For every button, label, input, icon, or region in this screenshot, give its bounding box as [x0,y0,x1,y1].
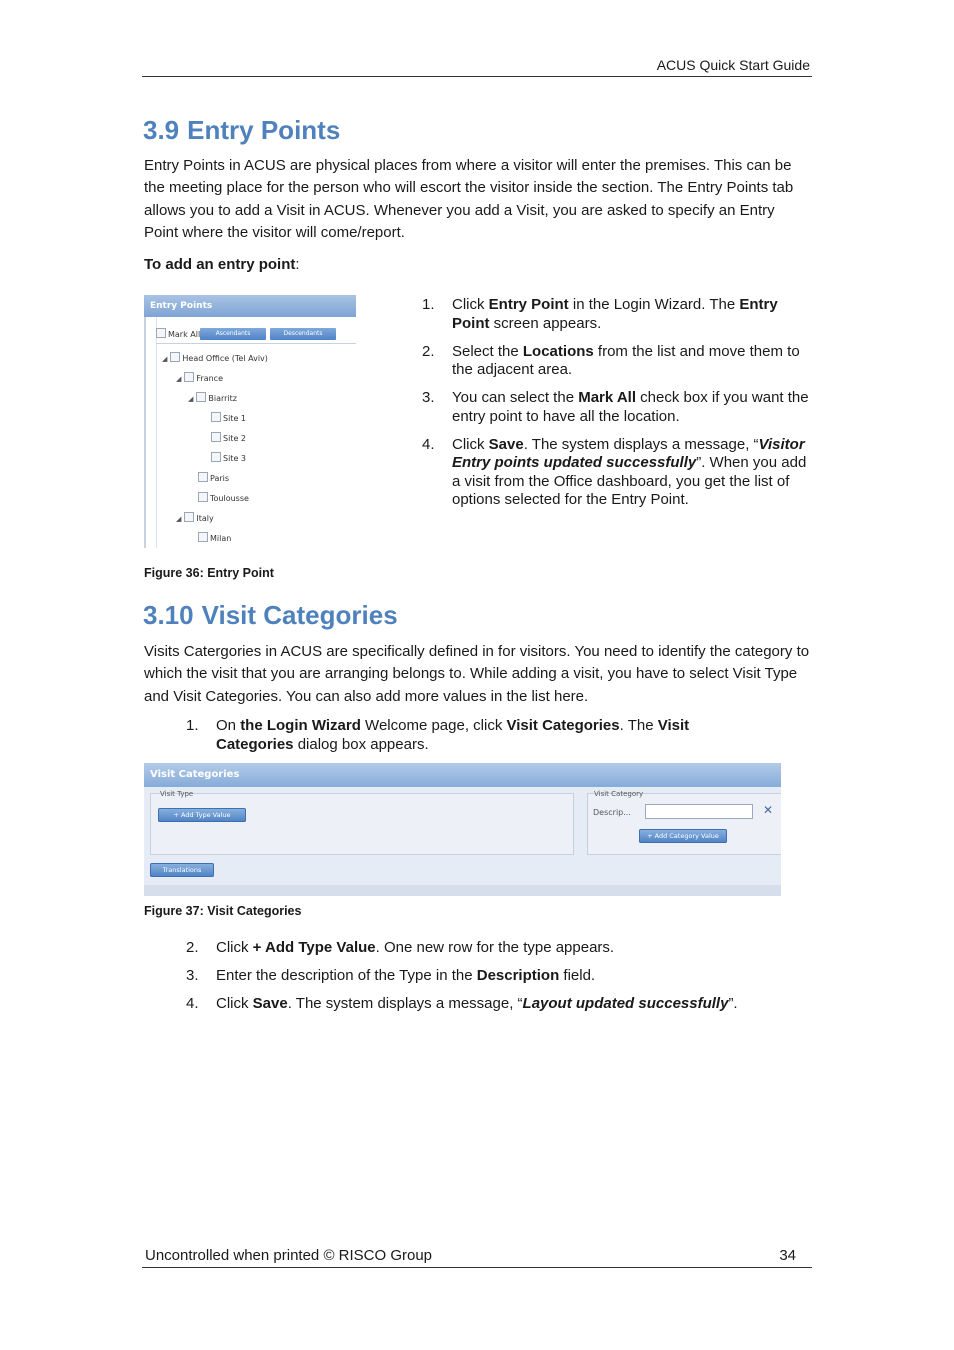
checkbox-icon [211,452,221,462]
tree-node-label: Site 2 [223,434,246,443]
step-text: . The system displays a message, “ [287,995,523,1012]
step-text: Welcome page, click [360,717,507,734]
footer-copyright: Uncontrolled when printed © RISCO Group [145,1247,433,1264]
visit-categories-step1 [186,717,746,764]
step-text: ”. When you add a visit from the Office dashboard, you get the list of options selected for the Entry Point. [452,454,807,508]
checkbox-icon [184,512,194,522]
step-text: from the list and move them to the adjacent area. [452,342,800,378]
step-text: Click [452,435,489,453]
step-number: 1. [186,717,199,734]
mark-all-label: Mark All [168,330,201,339]
tree-node[interactable] [198,492,249,503]
add-category-value-button[interactable]: + Add Category Value [639,829,727,843]
step-bold: + Add Type Value [252,939,376,956]
howto-label [144,254,812,276]
close-icon[interactable]: ✕ [763,803,774,817]
step-bold: Visit Categories [216,717,690,753]
visit-type-label: Visit Type [160,790,194,798]
step-bold: Save [488,435,524,453]
tree-node[interactable] [188,392,237,403]
visit-type-panel [150,793,574,855]
step-bold-italic: Visitor Entry points updated successfully [452,435,805,471]
dialog-bottom-bar [144,885,781,896]
description-label: Descrip... [593,808,631,817]
checkbox-icon [156,328,166,338]
step-number: 3. [422,389,435,406]
entry-points-intro: Entry Points in ACUS are physical places from where a visitor will enter the premises. This can be the meeting place for the person who will escort the visitor inside the section. The Entry Points tab allows you to add a Visit in ACUS. Whenever you add a Visit, you are asked to specify an Entry Point where the visitor will come/report. [144,157,794,242]
step-number: 2. [422,342,435,360]
section-title: Visit Categories [201,600,398,630]
visit-category-label: Visit Category [594,790,644,798]
checkbox-icon [196,392,206,402]
checkbox-icon [170,352,180,362]
step-bold: Entry Point [488,296,569,313]
step-number: 1. [422,296,435,313]
panel-left-border [144,317,146,548]
step-bold: Locations [522,342,594,360]
section-heading-visit-categories [143,600,398,631]
step-bold: the Login Wizard [240,717,361,734]
step-text: On [216,717,241,734]
tree-node-label: Site 1 [223,414,246,423]
tree-node[interactable] [211,432,246,443]
entry-points-panel-title: Entry Points [144,295,356,317]
collapse-arrow-icon: ◢ [176,515,182,523]
step-bold: Entry Point [452,296,778,332]
step-number: 4. [422,435,435,453]
step-text: screen appears. [489,314,602,332]
howto-colon: : [295,256,300,273]
step-item [422,436,812,510]
step-item [422,296,812,333]
tree-node-label: Biarritz [208,394,237,403]
section-heading-entry-points [143,115,340,146]
visit-categories-screenshot [144,763,781,896]
checkbox-icon [184,372,194,382]
mark-all-checkbox[interactable] [156,328,200,339]
step-text: You can select the [452,389,579,406]
step-text: Click [216,939,253,956]
tree-node-label: Head Office (Tel Aviv) [182,354,268,363]
entry-points-steps [422,296,812,519]
section-title: Entry Points [187,115,341,145]
entry-points-screenshot [144,295,356,548]
section-number: 3.9 [143,115,180,145]
checkbox-icon [211,432,221,442]
ascendants-button[interactable]: Ascendants [200,328,266,340]
visit-categories-intro: Visits Catergories in ACUS are specifically defined in for visitors. You need to identify the category to which the visit that you are arranging belongs to. While adding a visit, you have to select Visit Type and Visit Categories. You can also add more values in the list here. [144,643,810,705]
step-text: . One new row for the type appears. [375,939,615,956]
howto-label-text: To add an entry point [144,256,296,273]
descendants-button[interactable]: Descendants [270,328,336,340]
checkbox-icon [211,412,221,422]
step-text: field. [559,967,596,984]
description-input[interactable] [645,804,753,819]
step-item [186,995,806,1014]
tree-node[interactable] [211,412,246,423]
tree-node-label: Site 3 [223,454,246,463]
collapse-arrow-icon: ◢ [162,355,168,363]
visit-categories-panel-title: Visit Categories [144,763,781,787]
tree-node-label: France [196,374,223,383]
step-bold: Mark All [578,389,637,406]
checkbox-icon [198,492,208,502]
step-number: 3. [186,967,199,984]
tree-node-label: Toulousse [210,494,249,503]
step-number: 4. [186,995,199,1012]
collapse-arrow-icon: ◢ [188,395,194,403]
checkbox-icon [198,472,208,482]
step-item [186,939,806,958]
step-number: 2. [186,939,199,956]
tree-node-label: Italy [196,514,214,523]
step-text: . The system displays a message, “ [523,435,759,453]
add-type-value-button[interactable]: + Add Type Value [158,808,246,822]
step-item [186,717,746,754]
tree-node[interactable] [198,472,229,483]
tree-node[interactable] [211,452,246,463]
page-number: 34 [779,1247,796,1264]
tree-node-label: Milan [210,534,232,543]
step-bold-italic: Layout updated successfully [522,995,729,1012]
step-item [422,389,812,426]
step-text: Select the [452,342,523,360]
step-text: Click [452,296,489,313]
figure-36-caption: Figure 36: Entry Point [144,566,274,580]
running-header: ACUS Quick Start Guide [656,57,810,73]
step-text: dialog box appears. [293,735,429,753]
step-item [186,967,806,986]
tree-node-label: Paris [210,474,230,483]
checkbox-icon [198,532,208,542]
step-text: Click [216,995,253,1012]
step-text: in the Login Wizard. The [568,296,740,313]
translations-button[interactable]: Translations [150,863,214,877]
visit-categories-steps [186,939,806,1023]
section-number: 3.10 [143,600,194,630]
visit-category-panel [587,793,781,855]
step-text: . The [619,717,658,734]
tree-node[interactable] [176,372,223,383]
step-bold: Save [252,995,288,1012]
panel-divider [156,317,157,548]
tree-node[interactable] [176,512,214,523]
figure-37-caption: Figure 37: Visit Categories [144,904,302,918]
step-bold: Visit Categories [506,717,620,734]
step-text: check box if you want the entry point to have all the location. [452,389,809,425]
header-rule [142,76,812,77]
step-bold: Description [476,967,560,984]
toolbar-separator [156,343,356,344]
collapse-arrow-icon: ◢ [176,375,182,383]
step-text: ”. [728,995,738,1012]
tree-node[interactable] [162,352,268,363]
step-item [422,343,812,380]
footer-rule [142,1267,812,1268]
tree-node[interactable] [198,532,231,543]
step-text: Enter the description of the Type in the [216,967,477,984]
